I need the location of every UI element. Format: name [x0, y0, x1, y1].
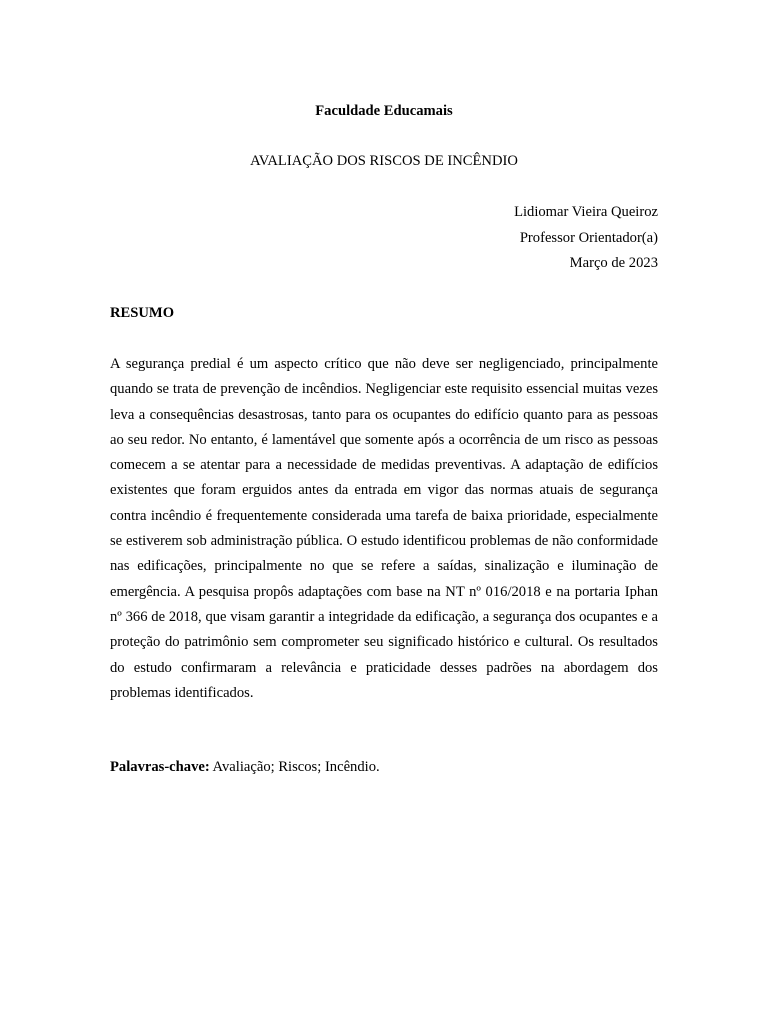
document-title: AVALIAÇÃO DOS RISCOS DE INCÊNDIO — [250, 153, 518, 169]
abstract-heading: RESUMO — [110, 305, 175, 321]
institution-name: Faculdade Educamais — [315, 103, 453, 119]
keywords-line — [110, 757, 658, 777]
author-name: Lidiomar Vieira Queiroz — [514, 204, 658, 220]
keywords-value: Avaliação; Riscos; Incêndio. — [209, 759, 380, 775]
advisor-label: Professor Orientador(a) — [519, 230, 658, 246]
abstract-body: A segurança predial é um aspecto crítico que não deve ser negligenciado, principalmente quando se trata de prevenção de incêndios. Negligenciar este requisito essencial muitas vezes leva a consequências desastrosas, tanto para os ocupantes do edifício quanto para as pessoas ao seu redor. No entanto, é lamentável que somente após a ocorrência de um risco as pessoas comecem a se atentar para a necessidade de medidas preventivas. A adaptação de edifícios existentes que foram erguidos antes da entrada em vigor das normas atuais de segurança contra incêndio é frequentemente considerada uma tarefa de baixa prioridade, especialmente se estiverem sob administração pública. O estudo identificou problemas de não conformidade nas edificações, principalmente no que se refere a saídas, sinalização e iluminação de emergência. A pesquisa propôs adaptações com base na NT nº 016/2018 e na portaria Iphan nº 366 de 2018, que visam garantir a integridade da edificação, a segurança dos ocupantes e a proteção do patrimônio sem comprometer seu significado histórico e cultural. Os resultados do estudo confirmaram a relevância e praticidade desses padrões na abordagem dos problemas identificados. — [110, 356, 658, 701]
document-date: Março de 2023 — [569, 255, 658, 271]
keywords-label: Palavras-chave: — [110, 759, 210, 775]
